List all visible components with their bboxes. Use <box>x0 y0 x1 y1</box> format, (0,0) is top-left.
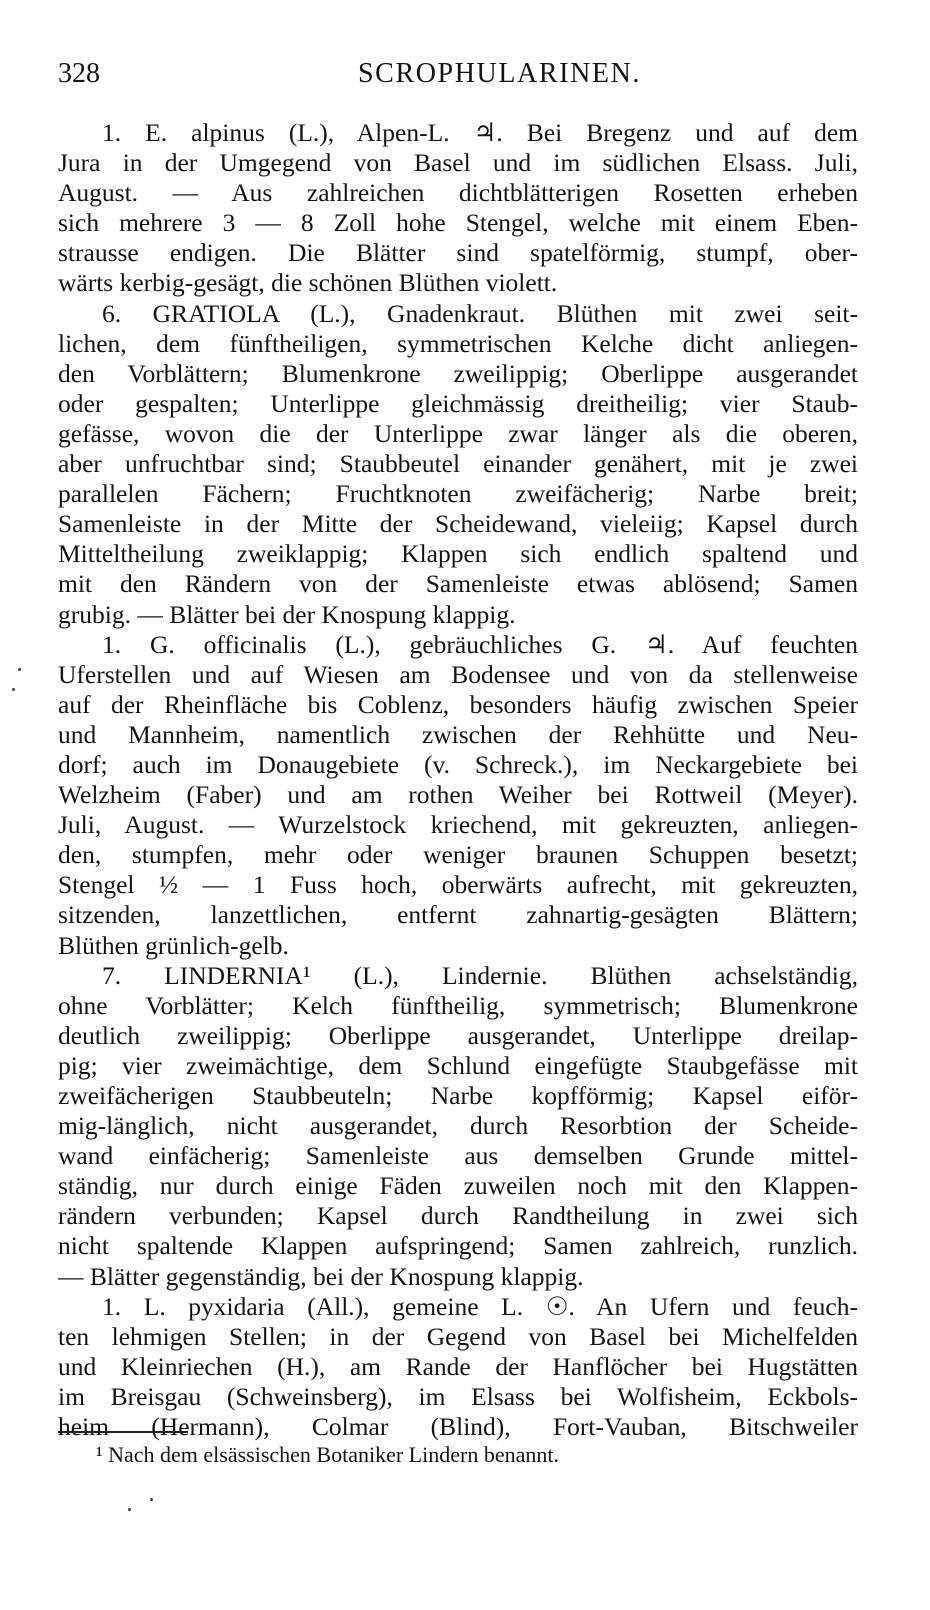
text-line: Stengel ½ — 1 Fuss hoch, oberwärts aufrecht, mit gekreuzten, <box>58 870 858 900</box>
text-line: 7. LINDERNIA¹ (L.), Lindernie. Blüthen achselständig, <box>102 960 858 990</box>
text-line: ohne Vorblätter; Kelch fünftheilig, symmetrisch; Blumenkrone <box>58 990 858 1020</box>
text-line: Jura in der Umgegend von Basel und im südlichen Elsass. Juli, <box>58 148 858 178</box>
page-number: 328 <box>58 58 100 89</box>
running-title: SCROPHULARINEN. <box>358 58 642 89</box>
text-line: mit den Rändern von der Samenleiste etwas ablösend; Samen <box>58 569 858 599</box>
text-line: nicht spaltende Klappen aufspringend; Samen zahlreich, runzlich. <box>58 1231 858 1261</box>
scan-speck <box>150 1498 153 1501</box>
scan-speck <box>12 688 15 691</box>
scan-speck <box>128 1508 131 1511</box>
text-line: strausse endigen. Die Blätter sind spatelförmig, stumpf, ober- <box>58 238 858 268</box>
text-line: Welzheim (Faber) und am rothen Weiher bei Rottweil (Meyer). <box>58 780 858 810</box>
text-line: dorf; auch im Donaugebiete (v. Schreck.), im Neckargebiete bei <box>58 749 858 779</box>
text-line: 1. G. officinalis (L.), gebräuchliches G. ♃. Auf feuchten <box>102 629 858 659</box>
text-line: zweifächerigen Staubbeuteln; Narbe kopfförmig; Kapsel eiför- <box>58 1081 858 1110</box>
text-line: den Vorblättern; Blumenkrone zweilippig; Oberlippe ausgerandet <box>58 358 858 388</box>
text-line: grubig. — Blätter bei der Knospung klappig. <box>58 599 516 629</box>
text-line: und Kleinriechen (H.), am Rande der Hanflöcher bei Hugstätten <box>58 1351 858 1381</box>
text-line: und Mannheim, namentlich zwischen der Rehhütte und Neu- <box>58 719 858 749</box>
text-line: gefässe, wovon die der Unterlippe zwar länger als die oberen, <box>58 418 858 448</box>
text-line: pig; vier zweimächtige, dem Schlund eingefügte Staubgefässe mit <box>58 1050 858 1080</box>
text-line: den, stumpfen, mehr oder weniger braunen Schuppen besetzt; <box>58 840 858 870</box>
scan-speck <box>18 668 21 671</box>
text-line: deutlich zweilippig; Oberlippe ausgerandet, Unterlippe dreilap- <box>58 1020 858 1050</box>
text-line: sich mehrere 3 — 8 Zoll hohe Stengel, welche mit einem Eben- <box>58 208 858 238</box>
text-line: ständig, nur durch einige Fäden zuweilen noch mit den Klappen- <box>58 1171 858 1201</box>
footnote: ¹ Nach dem elsässischen Botaniker Lindern benannt. <box>96 1442 559 1467</box>
text-line: 1. E. alpinus (L.), Alpen-L. ♃. Bei Bregenz und auf dem <box>102 118 858 147</box>
text-line: oder gespalten; Unterlippe gleichmässig dreitheilig; vier Staub- <box>58 388 858 418</box>
text-line: wärts kerbig-gesägt, die schönen Blüthen violett. <box>58 268 558 298</box>
text-line: Blüthen grünlich-gelb. <box>58 930 289 960</box>
text-line: parallelen Fächern; Fruchtknoten zweifächerig; Narbe breit; <box>58 479 858 509</box>
text-line: sitzenden, lanzettlichen, entfernt zahnartig-gesägten Blättern; <box>58 900 858 930</box>
text-line: 1. L. pyxidaria (All.), gemeine L. ☉. An Ufern und feuch- <box>102 1291 858 1321</box>
text-line: rändern verbunden; Kapsel durch Randtheilung in zwei sich <box>58 1201 858 1231</box>
text-line: 6. GRATIOLA (L.), Gnadenkraut. Blüthen mit zwei seit- <box>102 298 858 328</box>
text-line: Samenleiste in der Mitte der Scheidewand, vieleiig; Kapsel durch <box>58 509 858 539</box>
text-line: auf der Rheinfläche bis Coblenz, besonders häufig zwischen Speier <box>58 689 858 719</box>
text-line: aber unfruchtbar sind; Staubbeutel einander genähert, mit je zwei <box>58 449 858 479</box>
text-line: Uferstellen und auf Wiesen am Bodensee und von da stellenweise <box>58 659 858 689</box>
footnote-rule <box>58 1431 188 1433</box>
text-line: mig-länglich, nicht ausgerandet, durch Resorbtion der Scheide- <box>58 1111 858 1141</box>
body-text <box>58 118 858 1442</box>
page-header <box>58 58 858 98</box>
text-line: heim (Hermann), Colmar (Blind), Fort-Vauban, Bitschweiler <box>58 1412 858 1442</box>
text-line: Mitteltheilung zweiklappig; Klappen sich endlich spaltend und <box>58 539 858 569</box>
text-line: ten lehmigen Stellen; in der Gegend von Basel bei Michelfelden <box>58 1321 858 1351</box>
text-line: im Breisgau (Schweinsberg), im Elsass bei Wolfisheim, Eckbols- <box>58 1381 858 1411</box>
text-line: lichen, dem fünftheiligen, symmetrischen Kelche dicht anliegen- <box>58 328 858 358</box>
text-line: wand einfächerig; Samenleiste aus demselben Grunde mittel- <box>58 1141 858 1171</box>
text-line: — Blätter gegenständig, bei der Knospung klappig. <box>58 1261 584 1291</box>
text-line: August. — Aus zahlreichen dichtblätterigen Rosetten erheben <box>58 178 858 208</box>
text-line: Juli, August. — Wurzelstock kriechend, mit gekreuzten, anliegen- <box>58 810 858 840</box>
